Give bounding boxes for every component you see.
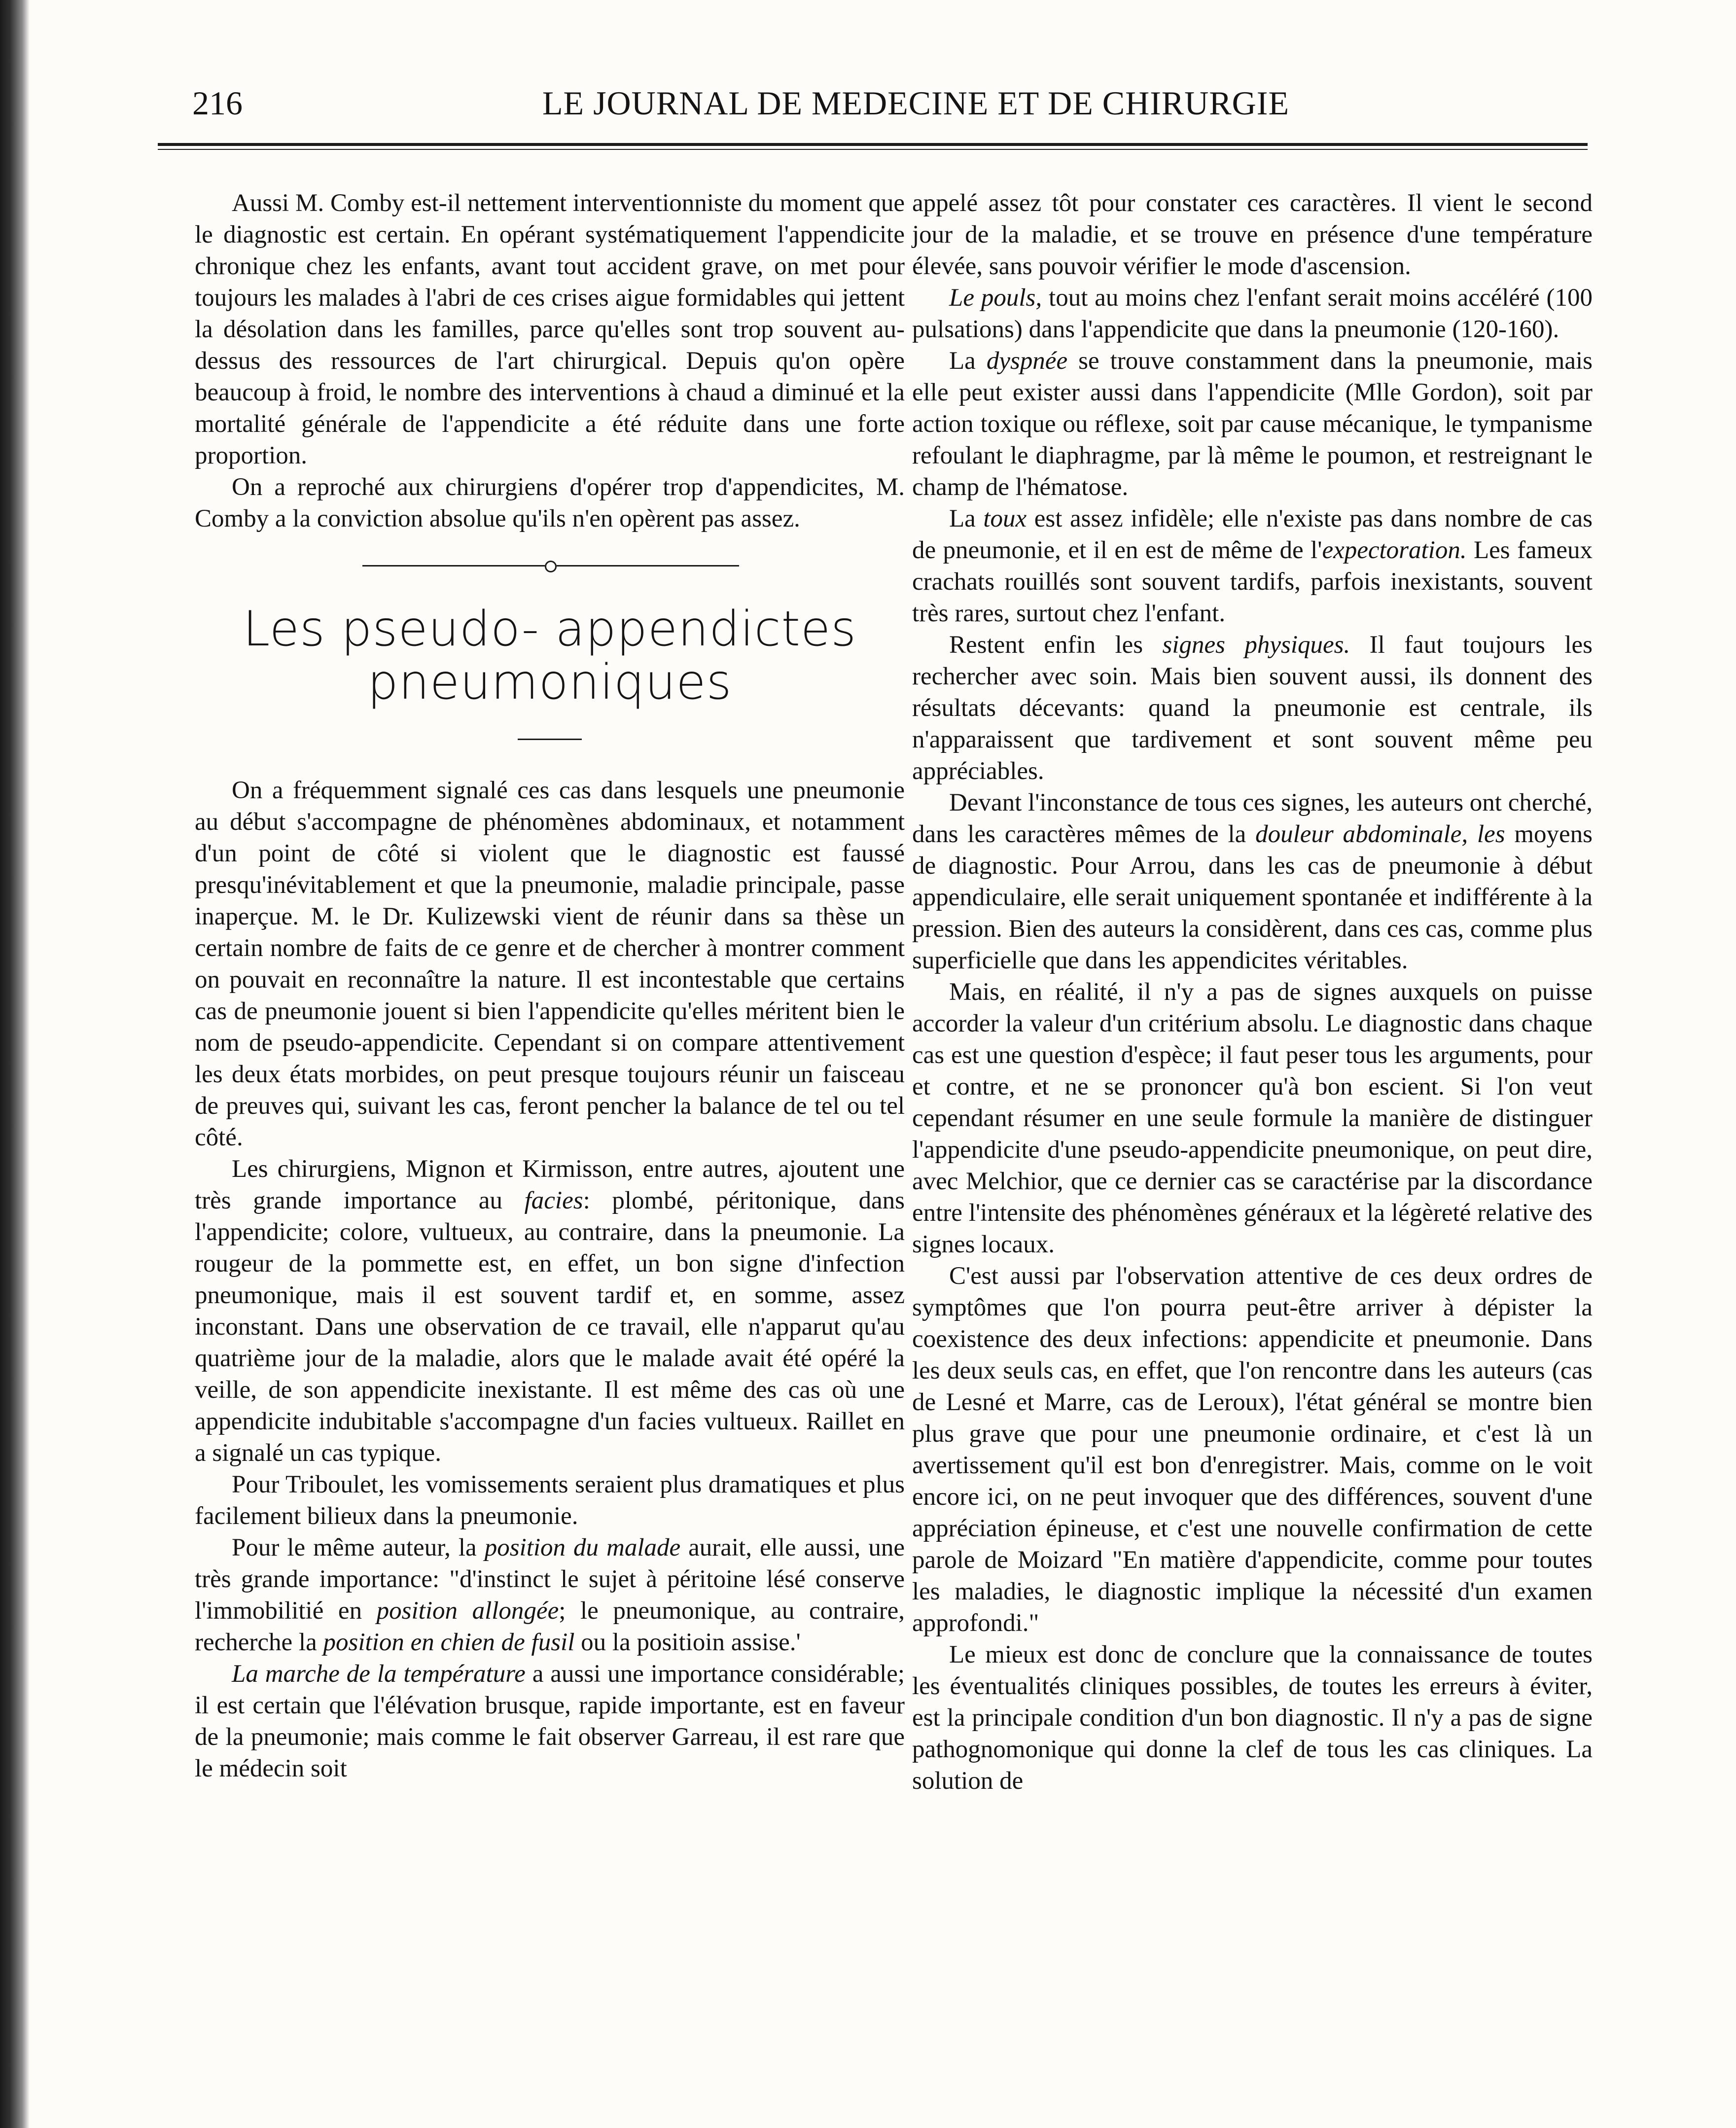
emphasis: position du malade (484, 1534, 681, 1561)
paragraph: Aussi M. Comby est-il nettement interventionniste du moment que le diagnostic est certain. En opérant systématiquement l'appendicite chronique chez les enfants, avant tout accident grave, on met pour toujours les malades à l'abri de ces crises aigue formidables qui jettent la désolation dans les familles, parce qu'elles sont trop souvent au-dessus des ressources de l'art chirurgical. Depuis qu'on opère beaucoup à froid, le nombre des interventions à chaud a diminué et la mortalité générale de l'appendicite a été réduite dans une forte proportion. (195, 189, 905, 469)
emphasis: position en chien de fusil (323, 1629, 575, 1656)
paragraph: Restent enfin les signes physiques. Il faut toujours les rechercher avec soin. Mais bien souvent aussi, ils donnent des résultats décevants: quand la pneumonie est centrale, ils n'apparaissent que tardivement et sont souvent même peu appréciables. (912, 631, 1593, 785)
paragraph: appelé assez tôt pour constater ces caractères. Il vient le second jour de la maladie, et se trouve en présence d'une température élevée, sans pouvoir vérifier le mode d'ascension. (912, 189, 1593, 280)
paragraph: Devant l'inconstance de tous ces signes, les auteurs ont cherché, dans les caractères mêmes de la douleur abdominale, les moyens de diagnostic. Pour Arrou, dans les cas de pneumonie à début appendiculaire, elle serait uniquement spontanée et indifférente à la pression. Bien des auteurs la considèrent, dans ces cas, comme plus superficielle que dans les appendicites véritables. (912, 789, 1593, 974)
paragraph: On a reproché aux chirurgiens d'opérer trop d'appendicites, M. Comby a la conviction absolue qu'ils n'en opèrent pas assez. (195, 473, 905, 532)
paragraph: La dyspnée se trouve constamment dans la pneumonie, mais elle peut exister aussi dans l'appendicite (Mlle Gordon), soit par action toxique ou réflexe, soit par cause mécanique, le tympanisme refoulant le diaphragme, par là même le poumon, et restreignant le champ de l'hématose. (912, 347, 1593, 501)
left-column (195, 187, 905, 1784)
paragraph: Pour le même auteur, la position du malade aurait, elle aussi, une très grande importance: "d'instinct le sujet à péritoine lésé conserve l'immobilitié en position allongée; le pneumonique, au contraire, recherche la position en chien de fusil ou la positioin assise.' (195, 1534, 905, 1656)
emphasis: Le pouls, (949, 284, 1042, 312)
emphasis: douleur abdominale, les (1255, 820, 1505, 848)
article-title-line: Les pseudo- appendictes (243, 601, 857, 657)
paragraph: On a fréquemment signalé ces cas dans lesquels une pneumonie au début s'accompagne de phénomènes abdominaux, et notamment d'un point de côté si violent que le diagnostic est faussé presqu'inévitablement et que la pneumonie, maladie principale, passe inaperçue. M. le Dr. Kulizewski vient de réunir dans sa thèse un certain nombre de faits de ce genre et de chercher à montrer comment on pouvait en reconnaître la nature. Il est incontestable que certains cas de pneumonie jouent si bien l'appendicite qu'elles méritent bien le nom de pseudo-appendicite. Cependant si on compare attentivement les deux états morbides, on peut presque toujours réunir un faisceau de preuves qui, suivant les cas, feront pencher la balance de tel ou tel côté. (195, 777, 905, 1151)
paragraph: La marche de la température a aussi une importance considérable; il est certain que l'élévation brusque, rapide importante, est en faveur de la pneumonie; mais comme le fait observer Garreau, il est rare que le médecin soit (195, 1660, 905, 1782)
journal-title: LE JOURNAL DE MEDECINE ET DE CHIRURGIE (542, 84, 1289, 122)
title-rule (518, 739, 582, 740)
emphasis: La marche de la température (232, 1660, 526, 1688)
article-title (195, 603, 905, 709)
page-header (158, 79, 1588, 133)
paragraph: Mais, en réalité, il n'y a pas de signes auxquels on puisse accorder la valeur d'un critérium absolu. Le diagnostic dans chaque cas est une question d'espèce; il faut peser tous les arguments, pour et contre, et ne se prononcer qu'à bon escient. Si l'on veut cependant résumer en une seule formule la manière de distinguer l'appendicite d'une pseudo-appendicite pneumonique, on peut dire, avec Melchior, que ce dernier cas se caractérise par la discordance entre l'intensite des phénomènes généraux et la légèreté relative des signes locaux. (912, 978, 1593, 1258)
page-number: 216 (192, 84, 243, 122)
emphasis: dyspnée (986, 347, 1068, 375)
paragraph: Pour Triboulet, les vomissements seraient plus dramatiques et plus facilement bilieux dans la pneumonie. (195, 1471, 905, 1530)
emphasis: signes physiques. (1162, 631, 1350, 659)
right-column (912, 187, 1593, 1797)
article-title-line: pneumoniques (367, 654, 732, 710)
paragraph: C'est aussi par l'observation attentive de ces deux ordres de symptômes que l'on pourra peut-être arriver à dépister la coexistence des deux infections: appendicite et pneumonie. Dans les deux seuls cas, en effet, que l'on rencontre dans les auteurs (cas de Lesné et Marre, cas de Leroux), l'état général se montre bien plus grave que pour une pneumonie ordinaire, et c'est là un avertissement qu'il est bon d'enregistrer. Mais, comme on le voit encore ici, on ne peut invoquer que des différences, souvent d'une appréciation épineuse, et c'est une nouvelle confirmation de cette parole de Moizard "En matière d'appendicite, comme pour toutes les maladies, le diagnostic implique la nécessité d'un examen approfondi." (912, 1262, 1593, 1637)
paragraph: Les chirurgiens, Mignon et Kirmisson, entre autres, ajoutent une très grande importance au facies: plombé, péritonique, dans l'appendicite; colore, vultueux, au contraire, dans la pneumonie. La rougeur de la pommette est, en effet, un bon signe d'infection pneumonique, mais il est souvent tardif et, en somme, assez inconstant. Dans une observation de ce travail, elle n'apparut qu'au quatrième jour de la maladie, alors que le malade avait été opéré la veille, de son appendicite inexistante. Il est même des cas où une appendicite indubitable s'accompagne d'un facies vultueux. Raillet en a signalé un cas typique. (195, 1155, 905, 1467)
paragraph: La toux est assez infidèle; elle n'existe pas dans nombre de cas de pneumonie, et il en est de même de l'expectoration. Les fameux crachats rouillés sont souvent tardifs, parfois inexistants, souvent très rares, surtout chez l'enfant. (912, 505, 1593, 627)
paragraph: Le mieux est donc de conclure que la connaissance de toutes les éventualités cliniques possibles, de toutes les erreurs à éviter, est la principale condition d'un bon diagnostic. Il n'y a pas de signe pathognomonique qui donne la clef de tous les cas cliniques. La solution de (912, 1641, 1593, 1795)
header-rule (158, 143, 1588, 146)
section-divider (195, 558, 905, 573)
paragraph: Le pouls, tout au moins chez l'enfant serait moins accéléré (100 pulsations) dans l'appendicite que dans la pneumonie (120-160). (912, 284, 1593, 343)
emphasis: position allongée (376, 1597, 559, 1625)
header-rule-thin (158, 149, 1588, 150)
emphasis: toux (983, 505, 1027, 532)
emphasis: facies (524, 1187, 583, 1214)
emphasis: expectoration. (1322, 536, 1467, 564)
book-binding-edge (0, 0, 30, 2128)
